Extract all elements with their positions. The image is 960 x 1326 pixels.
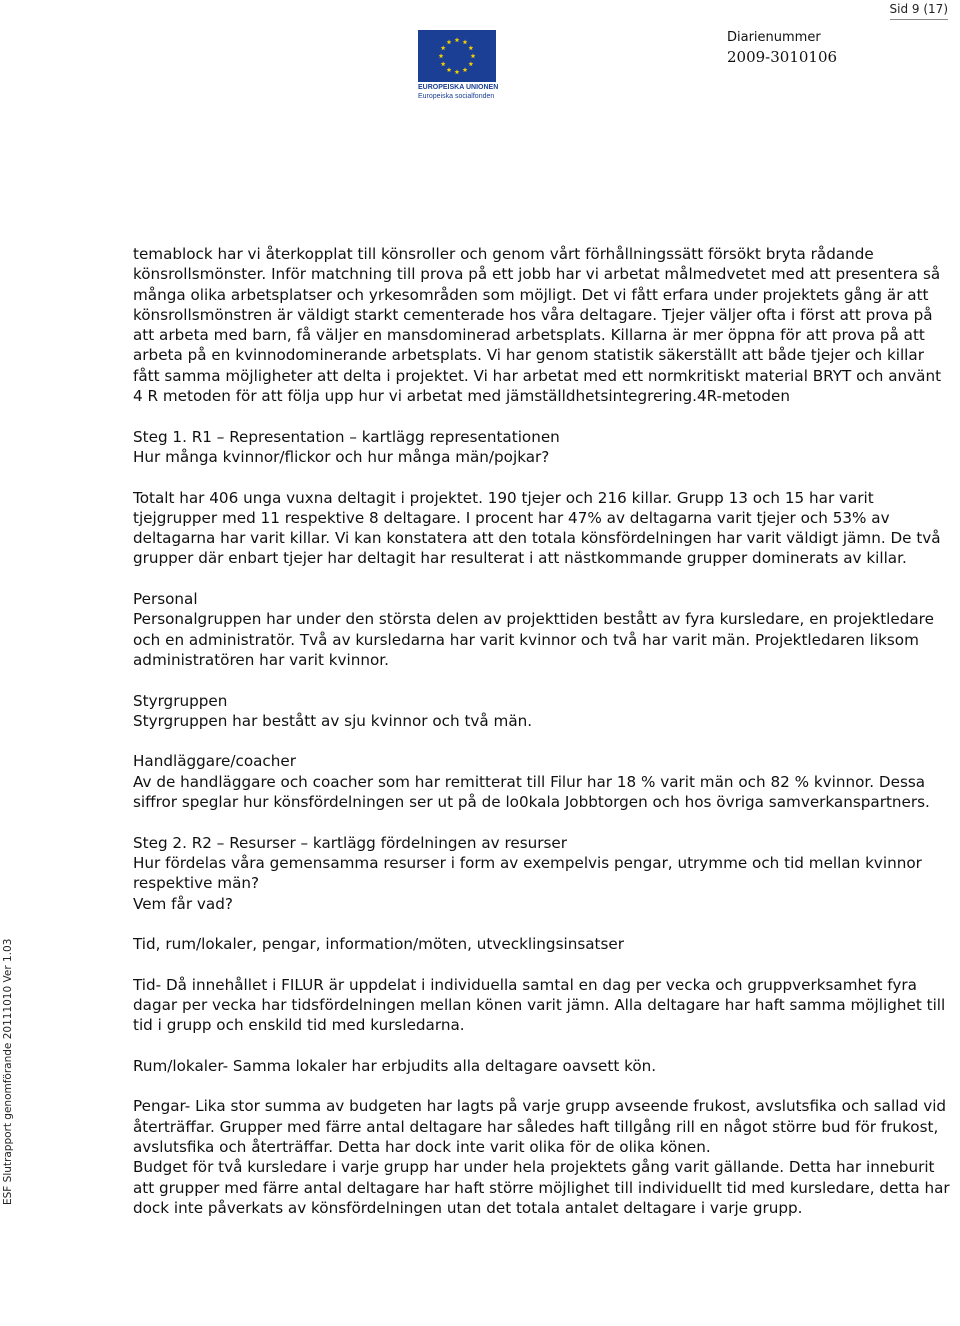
paragraph-tid: Tid- Då innehållet i FILUR är uppdelat i individuella samtal en dag per vecka och gruppverksamhet fyra dagar per vecka har tidsfördelningen mellan könen varit jämn. Alla deltagare har haft samma möjlighet till tid i grupp och enskild tid med kursledarna. (133, 975, 946, 1035)
styrgruppen-heading: Styrgruppen (133, 691, 228, 710)
document-body (133, 244, 953, 1218)
logo-text-union: EUROPEISKA UNIONEN (418, 84, 499, 91)
logo-text-fund: Europeiska socialfonden (418, 93, 495, 100)
side-footer-text: ESF Slutrapport genomförande 20111010 Ver 1.03 (2, 938, 14, 1205)
paragraph-pengar: Pengar- Lika stor summa av budgeten har lagts på varje grupp avseende frukost, avslutsfika och sallad vid återträffar. Grupper med färre antal deltagare har således haft tillgång rill en något större bud för frukost, avslutsfika och återträffar. Detta har dock inte varit olika för de olika könen. (133, 1097, 947, 1157)
paragraph-totalt: Totalt har 406 unga vuxna deltagit i projektet. 190 tjejer och 216 killar. Grupp 13 och 15 har varit tjejgrupper med 11 respektive 8 deltagare. I procent har 47% av deltagarna varit tjejer och 53% av deltagarna har varit killar. Vi kan konstatera att den totala könsfördelningen har varit väldigt jämn. De två grupper där enbart tjejer har deltagit har resulterat i att nästkommande grupper dominerats av killar. (133, 488, 941, 568)
steg2-question: Hur fördelas våra gemensamma resurser i form av exempelvis pengar, utrymme och tid mellan kvinnor respektive män? (133, 853, 922, 893)
paragraph-rum: Rum/lokaler- Samma lokaler har erbjudits alla deltagare oavsett kön. (133, 1056, 657, 1075)
personal-heading: Personal (133, 590, 198, 609)
paragraph-intro: temablock har vi återkopplat till könsroller och genom vårt förhållningssätt försökt bryta rådande könsrollsmönster. Inför matchning till prova på ett jobb har vi arbetat målmedvetet med att presentera så många olika arbetsplatser och yrkesområden som möjligt. Det vi fått erfara under projektets gång är att könsrollsmönstren är väldigt starkt cementerade hos våra deltagare. Tjejer väljer ofta i först att prova på att arbeta med barn, få väljer en mansdominerad arbetsplats. Killarna är mer öppna för att prova på att arbeta på en kvinnodominerande arbetsplats. Vi har genom statistik säkerställt att både tjejer och killar fått samma möjligheter att delta i projektet. Vi har arbetat med ett normkritiskt material BRYT och använt 4 R metoden för att följa upp hur vi arbetat med jämställdhetsintegrering.4R-metoden (133, 245, 942, 406)
steg2-heading: Steg 2. R2 – Resurser – kartlägg fördelningen av resurser (133, 833, 567, 852)
handlaggare-text: Av de handläggare och coacher som har remitterat till Filur har 18 % varit män och 82 % kvinnor. Dessa siffror speglar hur könsfördelningen ser ut på de lo0kala Jobbtorgen och hos övriga samverkanspartners. (133, 772, 930, 812)
steg2-who: Vem får vad? (133, 894, 233, 913)
diary-label: Diarienummer (727, 30, 821, 45)
styrgruppen-text: Styrgruppen har bestått av sju kvinnor och två män. (133, 711, 533, 730)
diary-block (727, 30, 837, 66)
handlaggare-heading: Handläggare/coacher (133, 752, 296, 771)
steg1-heading: Steg 1. R1 – Representation – kartlägg representationen (133, 427, 560, 446)
personal-text: Personalgruppen har under den största delen av projekttiden bestått av fyra kursledare, en projektledare och en administratör. Två av kursledarna har varit kvinnor och två har varit män. Projektledaren liksom administratören har varit kvinnor. (133, 610, 934, 669)
eu-logo (418, 30, 498, 101)
paragraph-budget: Budget för två kursledare i varje grupp har under hela projektets gång varit gällande. Detta har inneburit att grupper med färre antal deltagare har haft större möjlighet till individuellt tid med kursledare, detta har dock inte påverkats av könsfördelningen utan det totala antalet deltagare i varje grupp. (133, 1158, 950, 1217)
diary-number: 2009-3010106 (727, 48, 838, 66)
steg1-question: Hur många kvinnor/flickor och hur många män/pojkar? (133, 447, 550, 466)
resource-list: Tid, rum/lokaler, pengar, information/möten, utvecklingsinsatser (133, 935, 625, 954)
page-number: Sid 9 (17) (890, 2, 948, 20)
eu-flag-icon (418, 30, 496, 82)
